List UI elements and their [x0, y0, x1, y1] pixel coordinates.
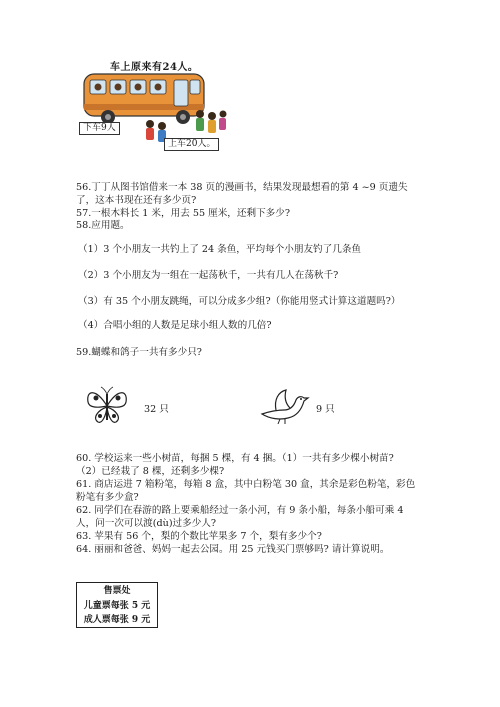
question-58-part3: （3）有 35 个小朋友跳绳，可以分成多少组?（你能用竖式计算这道题吗?）: [78, 296, 401, 307]
question-62-line2: 人，问一次可以渡(dù)过多少人?: [76, 518, 217, 529]
question-64: 64. 丽丽和爸爸、妈妈一起去公园。用 25 元钱买门票够吗? 请计算说明。: [76, 544, 390, 555]
question-62-line1: 62. 同学们在春游的路上要乘船经过一条小河，有 9 条小船，每条小船可乘 4: [76, 505, 404, 516]
butterfly-icon: [84, 386, 130, 426]
question-61-line1: 61. 商店运进 7 箱粉笔，每箱 8 盒，其中白粉笔 30 盒，其余是彩色粉笔，彩色: [76, 479, 416, 490]
ticket-child-price: 儿童票每张 5 元: [83, 601, 151, 611]
question-60-line2: （2）已经栽了 8 棵，还剩多少棵?: [76, 466, 225, 477]
question-58-part4: （4）合唱小组的人数是足球小组人数的几倍?: [78, 320, 272, 331]
ticket-adult-price: 成人票每张 9 元: [83, 615, 151, 625]
pigeon-icon: [258, 386, 310, 426]
question-56-line1: 56.丁丁从图书馆借来一本 38 页的漫画书，结果发现最想看的第 4 ~9 页遗失: [76, 182, 408, 193]
question-57: 57.一根木料长 1 米，用去 55 厘米，还剩下多少?: [76, 208, 291, 219]
question-60-line1: 60. 学校运来一些小树苗，每捆 5 棵，有 4 捆。（1）一共有多少棵小树苗?: [76, 453, 394, 464]
butterfly-count: 32 只: [144, 404, 169, 415]
question-61-line2: 粉笔有多少盒?: [76, 492, 139, 503]
tag-got-off: 下车9人: [79, 122, 120, 135]
question-56-line2: 了，这本书现在还有多少页?: [76, 195, 197, 206]
question-58: 58.应用题。: [76, 220, 130, 231]
question-63: 63. 苹果有 56 个，梨的个数比苹果多 7 个，梨有多少个?: [76, 531, 322, 542]
question-59: 59.蝴蝶和鸽子一共有多少只?: [76, 347, 202, 358]
question-58-part2: （2）3 个小朋友为一组在一起荡秋千，一共有几人在荡秋千?: [78, 270, 339, 281]
ticket-title: 售票处: [103, 586, 131, 596]
tag-got-on: 上车20人。: [164, 138, 219, 151]
pigeon-count: 9 只: [316, 404, 335, 415]
question-58-part1: （1）3 个小朋友一共钓上了 24 条鱼，平均每个小朋友钓了几条鱼: [78, 244, 362, 255]
ticket-sign: [76, 582, 158, 628]
bus-caption: 车上原来有24人。: [110, 62, 199, 73]
